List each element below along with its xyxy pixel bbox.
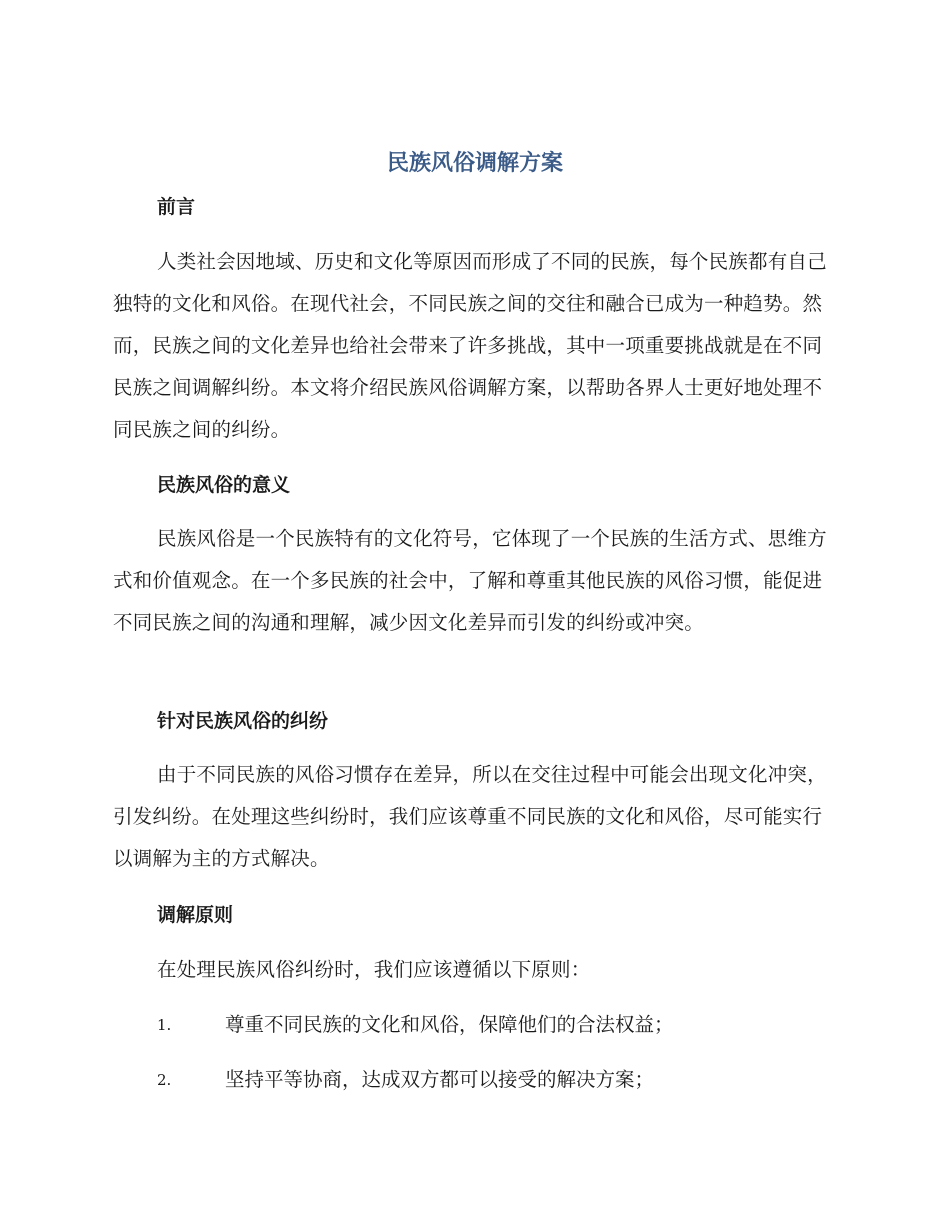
section-paragraph-disputes: 由于不同民族的风俗习惯存在差异，所以在交往过程中可能会出现文化冲突，引发纠纷。在处理这些纠纷时，我们应该尊重不同民族的文化和风俗，尽可能实行以调解为主的方式解决。 <box>113 763 827 870</box>
list-text: 坚持平等协商，达成双方都可以接受的解决方案； <box>225 1068 655 1091</box>
section-paragraph-principles: 在处理民族风俗纠纷时，我们应该遵循以下原则： <box>157 958 591 981</box>
section-heading-meaning: 民族风俗的意义 <box>157 474 291 496</box>
section-heading-disputes: 针对民族风俗的纠纷 <box>157 710 329 732</box>
list-text: 尊重不同民族的文化和风俗，保障他们的合法权益； <box>225 1013 674 1036</box>
section-heading-preface: 前言 <box>157 196 196 218</box>
section-heading-principles: 调解原则 <box>157 904 234 926</box>
section-paragraph-preface: 人类社会因地域、历史和文化等原因而形成了不同的民族，每个民族都有自己独特的文化和风俗。在现代社会，不同民族之间的交往和融合已成为一种趋势。然而，民族之间的文化差异也给社会带来了许多挑战，其中一项重要挑战就是在不同民族之间调解纠纷。本文将介绍民族风俗调解方案，以帮助各界人士更好地处理不同民族之间的纠纷。 <box>113 250 827 441</box>
list-number: 2. <box>157 1071 172 1089</box>
section-paragraph-meaning: 民族风俗是一个民族特有的文化符号，它体现了一个民族的生活方式、思维方式和价值观念。在一个多民族的社会中，了解和尊重其他民族的风俗习惯，能促进不同民族之间的沟通和理解，减少因文化差异而引发的纠纷或冲突。 <box>113 527 827 634</box>
list-number: 1. <box>157 1016 172 1034</box>
document-title: 民族风俗调解方案 <box>386 151 563 176</box>
